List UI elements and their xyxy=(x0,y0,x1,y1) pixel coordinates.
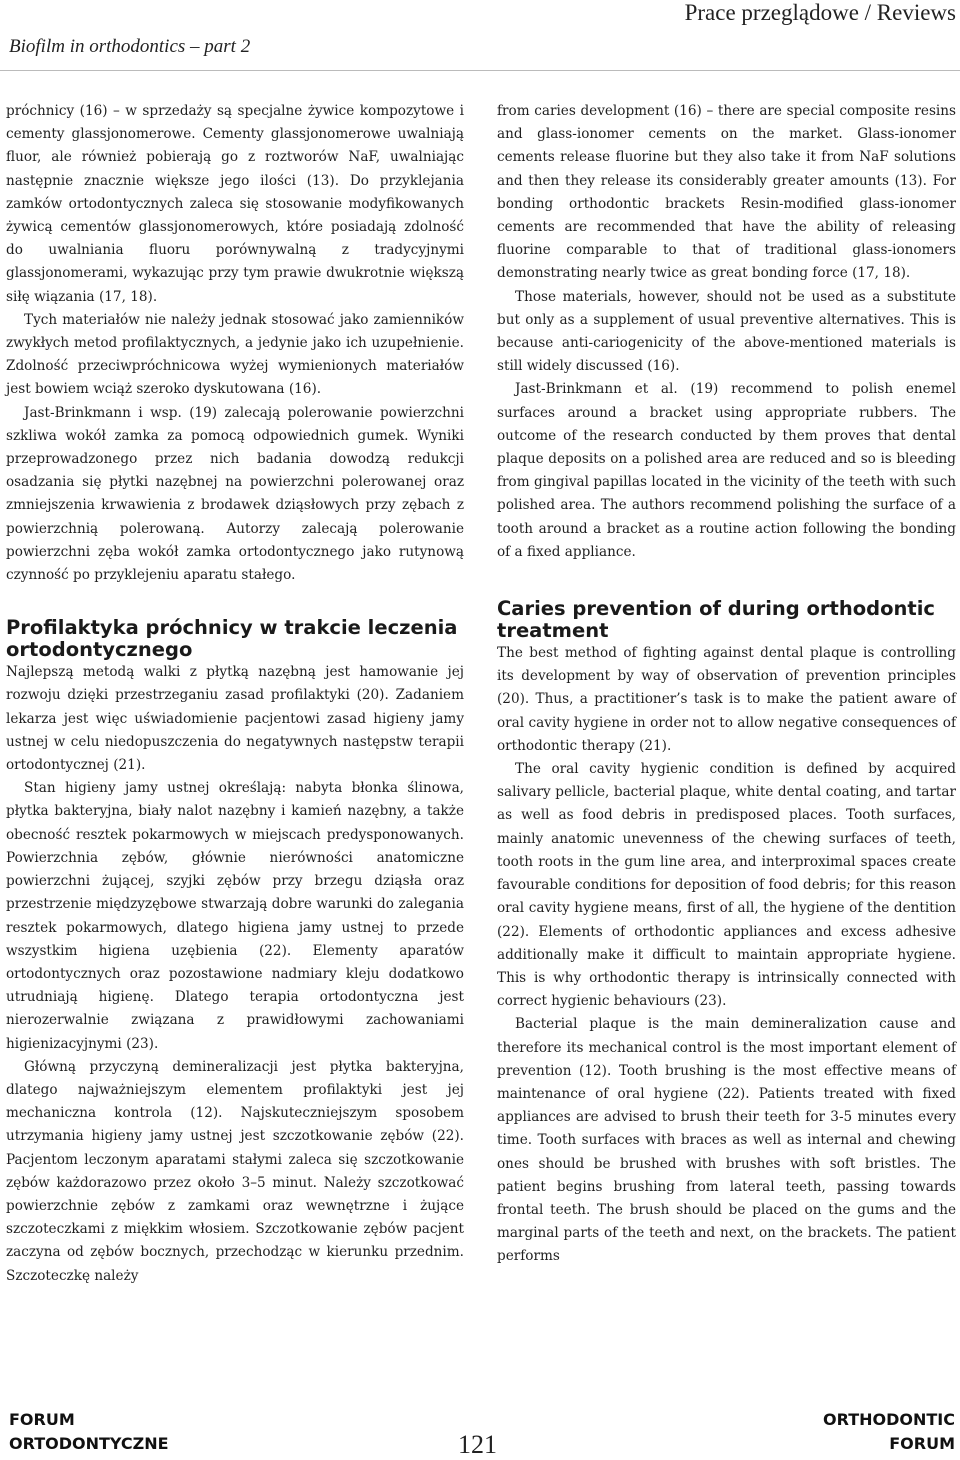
footer-journal-name-en xyxy=(823,1408,955,1456)
footer-journal-name-pl xyxy=(9,1408,169,1456)
right-paragraph-3: Jast-Brinkmann et al. (19) recommend to polish enemel surfaces around a bracket using appropriate rubbers. The outcome of the research conducted by them proves that dental plaque deposits on a polished area are reduced and so is bleeding from gingival papillas located in the vicinity of the teeth with such polished area. The authors recommend polishing the surface of a tooth around a bracket as a routine action following the bonding of a fixed appliance. xyxy=(497,381,956,560)
left-section-heading: Profilaktyka próchnicy w trakcie leczenia ortodontycznego xyxy=(6,616,458,662)
right-column xyxy=(497,100,956,1269)
running-title-left: Biofilm in orthodontics – part 2 xyxy=(9,36,251,57)
right-paragraph-4: The best method of fighting against dental plaque is controlling its development by way of observation of prevention principles (20). Thus, a practitioner’s task is to make the patient aware of oral cavity hygiene in order not to allow negative consequences of orthodontic therapy (21). xyxy=(497,645,956,754)
left-paragraph-5: Stan higieny jamy ustnej określają: nabyta błonka ślinowa, płytka bakteryjna, biały nalot nazębny i kamień nazębny, a także obecność resztek pokarmowych w miejscach predysponowanych. Powierzchnia zębów, głównie nierówności anatomiczne powierzchni żującej, szyjki zębów przy brzegu dziąsła oraz przestrzenie międzyzębowe stwarzają dobre warunki do zalegania resztek pokarmowych, dlatego higiena jamy ustnej to przede wszystkim higiena uzębienia (22). Elementy aparatów ortodontycznych oraz pozostawione nadmiary kleju dodatkowo utrudniają higienę. Dlatego terapia ortodontyczna jest nierozerwalnie związana z prawidłowymi zachowaniami higienizacyjnymi (23). xyxy=(6,780,464,1052)
right-paragraph-2: Those materials, however, should not be used as a substitute but only as a supplement of usual preventive alternatives. This is because anti-cariogenicity of the above-mentioned materials is still widely discussed (16). xyxy=(497,288,956,375)
footer-right-line-2: FORUM xyxy=(889,1434,955,1453)
header-divider xyxy=(0,70,960,71)
left-paragraph-6: Główną przyczyną demineralizacji jest płytka bakteryjna, dlatego najważniejszym elementem profilaktyki jest jej mechaniczna kontrola (12). Najskuteczniejszym sposobem utrzymania higieny jamy ustnej jest szczotkowanie zębów (22). Pacjentom leczonym aparatami stałymi zaleca się szczotkowanie zębów każdorazowo przez około 3–5 minut. Należy szczotkować powierzchnie zębów z zamkami oraz wewnętrzne i żujące szczoteczkami z miękkim włosiem. Szczotkowanie zębów pacjent zaczyna od zębów bocznych, przechodząc w kierunku przednim. Szczoteczkę należy xyxy=(6,1058,464,1284)
footer-right-line-1: ORTHODONTIC xyxy=(823,1410,955,1429)
right-paragraph-1: from caries development (16) – there are special composite resins and glass-ionomer cements on the market. Glass-ionomer cements release fluorine but they also take it from NaF solutions and then they release its considerably greater amounts (13). For bonding orthodontic brackets Resin-modified glass-ionomer cements are recommended that have the ability of releasing fluorine comparable to that of traditional glass-ionomers demonstrating nearly twice as great bonding force (17, 18). xyxy=(497,103,956,282)
left-paragraph-4: Najlepszą metodą walki z płytką nazębną jest hamowanie jej rozwoju dzięki przestrzeganiu zasad profilaktyki (20). Zadaniem lekarza jest więc uświadomienie pacjentowi zasad higieny jamy ustnej w celu niedopuszczenia do negatywnych następstw terapii ortodontycznej (21). xyxy=(6,664,464,774)
running-title-right: Prace przeglądowe / Reviews xyxy=(684,0,956,25)
footer-left-line-1: FORUM xyxy=(9,1410,75,1429)
right-paragraph-6: Bacterial plaque is the main demineralization cause and therefore its mechanical control is the most important element of prevention (12). Tooth brushing is the most effective means of maintenance of oral hygiene (22). Patients treated with fixed appliances are advised to brush their teeth for 3-5 minutes every time. Tooth surfaces with braces as well as internal and chewing ones should be brushed with brushes with soft bristles. The patient begins brushing from lateral teeth, passing towards frontal teeth. The brush should be placed on the gums and the marginal parts of the teeth and next, on the brackets. The patient performs xyxy=(497,1016,956,1265)
footer-left-line-2: ORTODONTYCZNE xyxy=(9,1434,169,1453)
page-number: 121 xyxy=(458,1430,497,1459)
left-column xyxy=(6,100,464,1288)
left-paragraph-2: Tych materiałów nie należy jednak stosować jako zamienników zwykłych metod profilaktycznych, a jedynie jako ich uzupełnienie. Zdolność przeciwpróchnicowa wyżej wymienionych materiałów jest bowiem wciąż szeroko dyskutowana (16). xyxy=(6,311,464,398)
right-paragraph-5: The oral cavity hygienic condition is defined by acquired salivary pellicle, bacterial plaque, white dental coating, and tartar as well as food debris in predisposed places. Tooth surfaces, mainly anatomic unevenness of the chewing surfaces of teeth, tooth roots in the gum line area, and interproximal spaces create favourable conditions for deposition of food debris; for this reason oral cavity hygiene means, first of all, the hygiene of the dentition (22). Elements of orthodontic appliances and excess adhesive additionally make it difficult to maintain appropriate hygiene. This is why orthodontic therapy is intrinsically connected with correct hygienic behaviours (23). xyxy=(497,761,956,1010)
left-paragraph-3: Jast-Brinkmann i wsp. (19) zalecają polerowanie powierzchni szkliwa wokół zamka za pomocą odpowiednich gumek. Wyniki przeprowadzonego przez nich badania dowodzą redukcji osadzania się płytki nazębnej na powierzchni polerowanej oraz zmniejszenia krwawienia z brodawek dziąsłowych przy zębach z powierzchnią polerowaną. Autorzy zalecają polerowanie powierzchni zęba wokół zamka ortodontycznego jako rutynową czynność po przyklejeniu aparatu stałego. xyxy=(6,404,464,584)
left-paragraph-1: próchnicy (16) – w sprzedaży są specjalne żywice kompozytowe i cementy glassjonomerowe. Cementy glassjonomerowe uwalniają fluor, ale również pobierają go z roztworów NaF, uwalniając następnie znacznie większe jego ilości (13). Do przyklejania zamków ortodontycznych zaleca się stosowanie modyfikowanych żywicą cementów glassjonomerowych, które posiadają zdolność do uwalniania fluoru porównywalną z tradycyjnymi glassjonomerami, wykazując przy tym prawie dwukrotnie większą siłę wiązania (17, 18). xyxy=(6,103,464,305)
right-section-heading: Caries prevention of during orthodontic treatment xyxy=(497,597,935,643)
